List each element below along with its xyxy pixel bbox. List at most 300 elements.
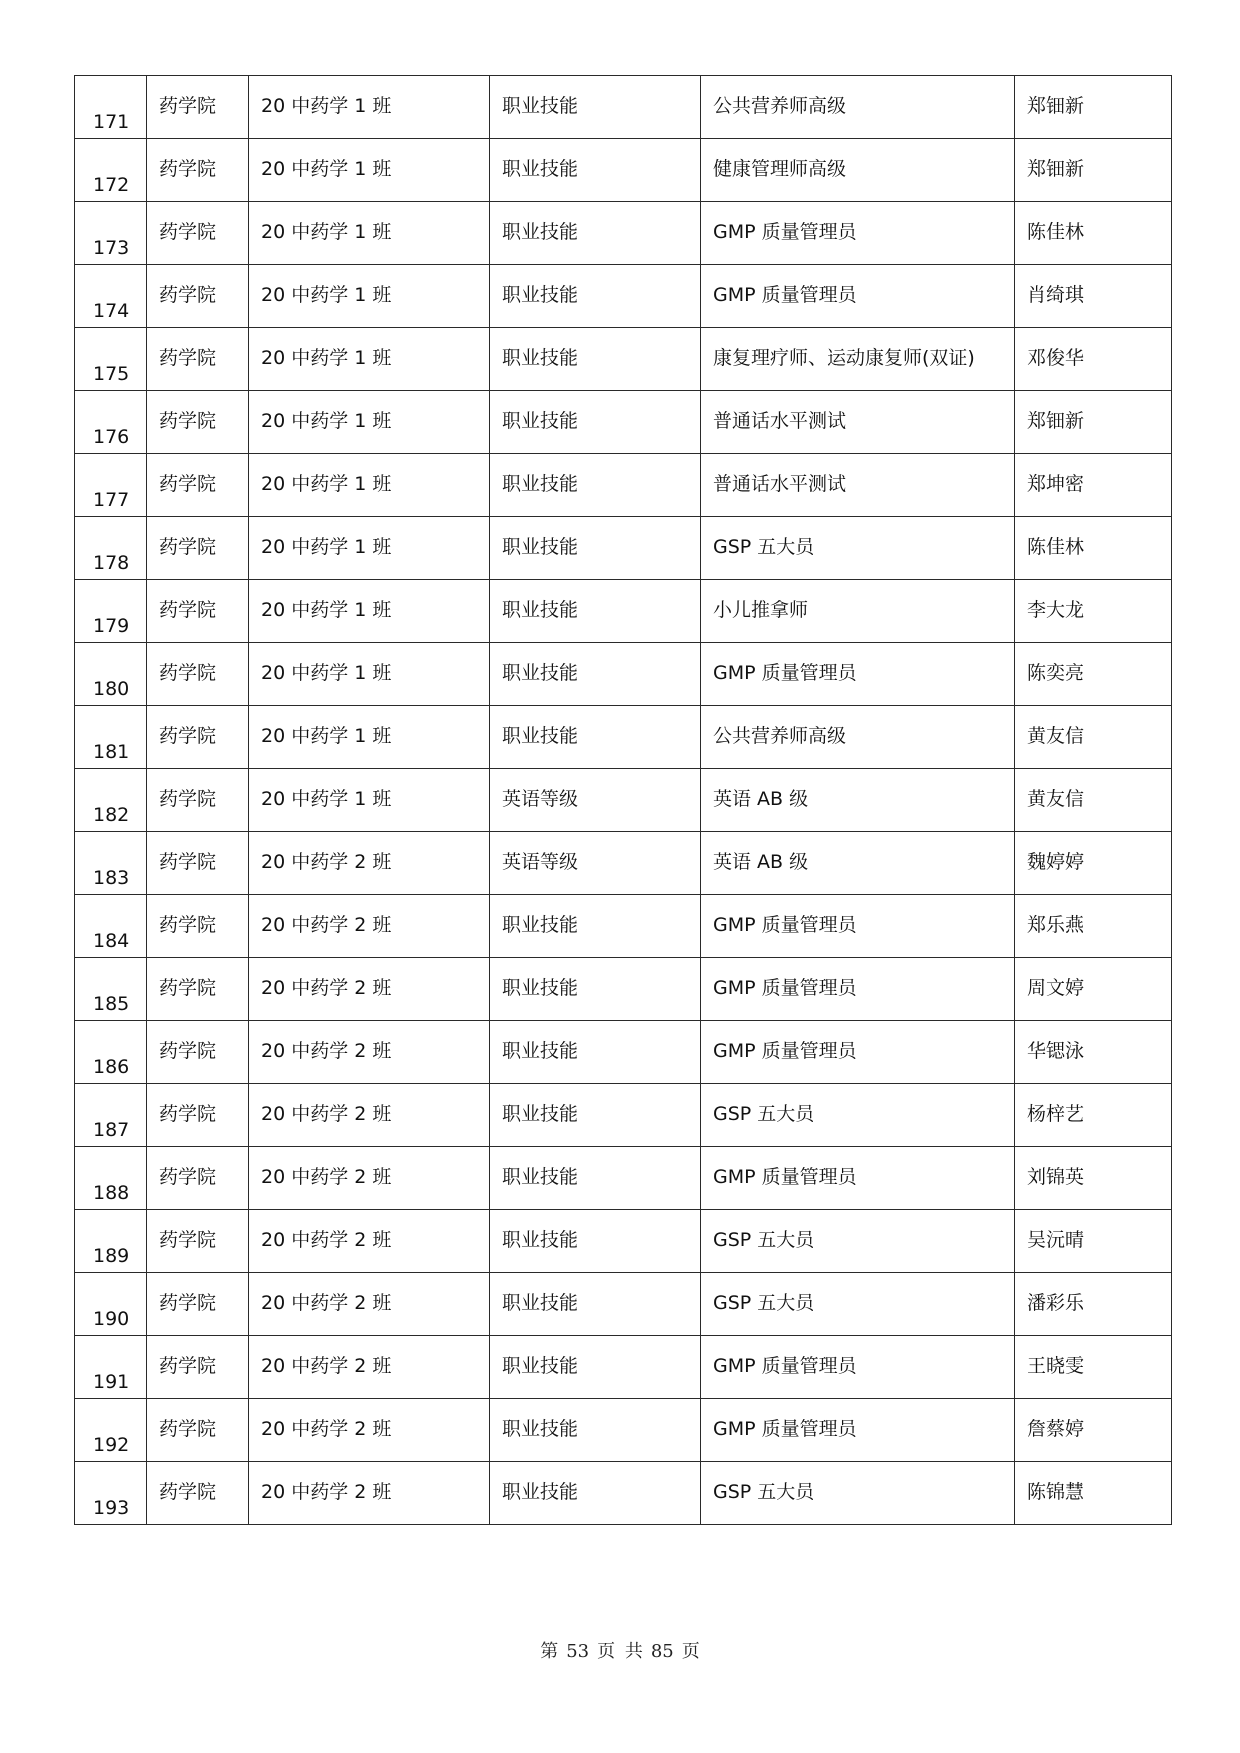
category-name: 职业技能 (502, 473, 579, 495)
college-cell (147, 328, 249, 391)
college-name: 药学院 (159, 788, 217, 810)
table-row (75, 706, 1172, 769)
college-name: 药学院 (159, 410, 217, 432)
category-name: 职业技能 (502, 284, 579, 306)
category-name: 职业技能 (502, 1418, 579, 1440)
student-name: 李大龙 (1027, 599, 1085, 621)
college-cell (147, 1147, 249, 1210)
certificate-cell (701, 1336, 1015, 1399)
college-name: 药学院 (159, 347, 217, 369)
class-cell (249, 202, 490, 265)
student-name: 华锶泳 (1027, 1040, 1085, 1062)
certificate-cell (701, 265, 1015, 328)
class-name: 20 中药学 2 班 (261, 977, 392, 999)
student-name: 魏婷婷 (1027, 851, 1085, 873)
student-cell (1015, 454, 1172, 517)
class-name: 20 中药学 1 班 (261, 662, 392, 684)
category-name: 英语等级 (502, 788, 579, 810)
table-row (75, 1399, 1172, 1462)
class-cell (249, 958, 490, 1021)
certificate-cell (701, 895, 1015, 958)
row-number: 192 (93, 1434, 130, 1456)
category-cell (490, 1210, 701, 1273)
student-cell (1015, 139, 1172, 202)
certificate-name: GMP 质量管理员 (713, 284, 857, 306)
certificate-name: 普通话水平测试 (713, 410, 847, 432)
category-name: 职业技能 (502, 725, 579, 747)
category-cell (490, 1336, 701, 1399)
row-number-cell (75, 958, 147, 1021)
college-name: 药学院 (159, 1481, 217, 1503)
certificate-cell (701, 1210, 1015, 1273)
row-number-cell (75, 139, 147, 202)
category-name: 职业技能 (502, 1355, 579, 1377)
class-cell (249, 265, 490, 328)
college-cell (147, 1462, 249, 1525)
student-name: 郑钿新 (1027, 158, 1085, 180)
college-name: 药学院 (159, 977, 217, 999)
certificate-cell (701, 832, 1015, 895)
row-number: 182 (93, 804, 130, 826)
row-number: 188 (93, 1182, 130, 1204)
row-number-cell (75, 76, 147, 139)
student-name: 周文婷 (1027, 977, 1085, 999)
category-name: 职业技能 (502, 1481, 579, 1503)
table-row (75, 1147, 1172, 1210)
certificate-name: 公共营养师高级 (713, 95, 847, 117)
category-cell (490, 1021, 701, 1084)
class-cell (249, 139, 490, 202)
class-name: 20 中药学 2 班 (261, 1229, 392, 1251)
category-name: 职业技能 (502, 1229, 579, 1251)
table-row (75, 1462, 1172, 1525)
category-name: 职业技能 (502, 536, 579, 558)
table-row (75, 265, 1172, 328)
class-name: 20 中药学 2 班 (261, 1355, 392, 1377)
row-number-cell (75, 1462, 147, 1525)
certificate-cell (701, 1147, 1015, 1210)
college-cell (147, 1336, 249, 1399)
certificate-name: GMP 质量管理员 (713, 1418, 857, 1440)
college-name: 药学院 (159, 221, 217, 243)
table-row (75, 202, 1172, 265)
student-name: 刘锦英 (1027, 1166, 1085, 1188)
class-name: 20 中药学 1 班 (261, 410, 392, 432)
row-number-cell (75, 1336, 147, 1399)
current-page-number: 53 (566, 1641, 590, 1662)
college-cell (147, 1273, 249, 1336)
college-cell (147, 202, 249, 265)
row-number: 178 (93, 552, 130, 574)
college-name: 药学院 (159, 536, 217, 558)
table-row (75, 139, 1172, 202)
certificate-name: GMP 质量管理员 (713, 914, 857, 936)
row-number-cell (75, 580, 147, 643)
row-number: 181 (93, 741, 130, 763)
category-cell (490, 580, 701, 643)
certificate-cell (701, 391, 1015, 454)
college-name: 药学院 (159, 1292, 217, 1314)
category-name: 职业技能 (502, 347, 579, 369)
page-footer (0, 1637, 1240, 1663)
class-cell (249, 391, 490, 454)
category-name: 职业技能 (502, 914, 579, 936)
certificate-name: 英语 AB 级 (713, 851, 809, 873)
category-name: 职业技能 (502, 1292, 579, 1314)
class-cell (249, 76, 490, 139)
row-number-cell (75, 895, 147, 958)
student-cell (1015, 895, 1172, 958)
college-cell (147, 454, 249, 517)
class-name: 20 中药学 2 班 (261, 851, 392, 873)
class-cell (249, 1399, 490, 1462)
class-cell (249, 1147, 490, 1210)
row-number: 191 (93, 1371, 130, 1393)
category-cell (490, 1084, 701, 1147)
student-name: 郑钿新 (1027, 410, 1085, 432)
student-cell (1015, 1399, 1172, 1462)
class-name: 20 中药学 1 班 (261, 221, 392, 243)
student-name: 郑乐燕 (1027, 914, 1085, 936)
class-name: 20 中药学 2 班 (261, 1418, 392, 1440)
class-cell (249, 517, 490, 580)
row-number-cell (75, 643, 147, 706)
table-row (75, 1084, 1172, 1147)
college-cell (147, 1399, 249, 1462)
college-cell (147, 769, 249, 832)
certificate-cell (701, 1273, 1015, 1336)
row-number: 171 (93, 111, 130, 133)
student-cell (1015, 391, 1172, 454)
records-body (75, 76, 1172, 1525)
student-cell (1015, 1021, 1172, 1084)
table-row (75, 454, 1172, 517)
certificate-cell (701, 1084, 1015, 1147)
category-cell (490, 643, 701, 706)
table-row (75, 76, 1172, 139)
category-cell (490, 328, 701, 391)
class-name: 20 中药学 1 班 (261, 284, 392, 306)
row-number-cell (75, 706, 147, 769)
certificate-name: 小儿推拿师 (713, 599, 809, 621)
category-cell (490, 958, 701, 1021)
row-number-cell (75, 769, 147, 832)
class-cell (249, 769, 490, 832)
certificate-cell (701, 328, 1015, 391)
certificate-name: GMP 质量管理员 (713, 221, 857, 243)
college-cell (147, 1084, 249, 1147)
college-name: 药学院 (159, 599, 217, 621)
student-name: 王晓雯 (1027, 1355, 1085, 1377)
row-number: 179 (93, 615, 130, 637)
row-number-cell (75, 517, 147, 580)
college-name: 药学院 (159, 1166, 217, 1188)
student-cell (1015, 1336, 1172, 1399)
college-name: 药学院 (159, 725, 217, 747)
table-row (75, 517, 1172, 580)
category-cell (490, 391, 701, 454)
category-cell (490, 1273, 701, 1336)
college-name: 药学院 (159, 95, 217, 117)
certificate-name: GSP 五大员 (713, 1229, 815, 1251)
certificate-cell (701, 1021, 1015, 1084)
row-number: 180 (93, 678, 130, 700)
certificate-cell (701, 706, 1015, 769)
certificate-cell (701, 769, 1015, 832)
category-name: 英语等级 (502, 851, 579, 873)
row-number: 176 (93, 426, 130, 448)
class-cell (249, 1273, 490, 1336)
student-cell (1015, 706, 1172, 769)
college-name: 药学院 (159, 284, 217, 306)
college-cell (147, 832, 249, 895)
category-cell (490, 76, 701, 139)
table-row (75, 391, 1172, 454)
row-number-cell (75, 454, 147, 517)
class-name: 20 中药学 1 班 (261, 158, 392, 180)
certificate-name: 康复理疗师、运动康复师(双证) (713, 347, 975, 369)
class-name: 20 中药学 1 班 (261, 95, 392, 117)
table-row (75, 580, 1172, 643)
college-cell (147, 643, 249, 706)
class-cell (249, 706, 490, 769)
category-cell (490, 832, 701, 895)
certificate-name: 英语 AB 级 (713, 788, 809, 810)
class-cell (249, 1021, 490, 1084)
row-number: 184 (93, 930, 130, 952)
class-cell (249, 643, 490, 706)
class-name: 20 中药学 1 班 (261, 536, 392, 558)
student-cell (1015, 1273, 1172, 1336)
student-name: 陈奕亮 (1027, 662, 1085, 684)
college-name: 药学院 (159, 662, 217, 684)
row-number: 177 (93, 489, 130, 511)
college-name: 药学院 (159, 914, 217, 936)
row-number-cell (75, 1147, 147, 1210)
page-prefix: 第 (540, 1641, 559, 1662)
row-number-cell (75, 1273, 147, 1336)
student-name: 陈佳林 (1027, 221, 1085, 243)
certificate-name: GMP 质量管理员 (713, 1040, 857, 1062)
page-suffix: 页 (681, 1641, 700, 1662)
student-cell (1015, 1084, 1172, 1147)
row-number-cell (75, 1399, 147, 1462)
student-name: 潘彩乐 (1027, 1292, 1085, 1314)
college-cell (147, 265, 249, 328)
row-number: 173 (93, 237, 130, 259)
college-cell (147, 391, 249, 454)
row-number: 172 (93, 174, 130, 196)
table-row (75, 328, 1172, 391)
category-name: 职业技能 (502, 1166, 579, 1188)
table-row (75, 1021, 1172, 1084)
student-cell (1015, 1147, 1172, 1210)
student-name: 黄友信 (1027, 725, 1085, 747)
class-cell (249, 1462, 490, 1525)
table-row (75, 958, 1172, 1021)
table-row (75, 643, 1172, 706)
row-number: 193 (93, 1497, 130, 1519)
table-row (75, 1210, 1172, 1273)
college-name: 药学院 (159, 851, 217, 873)
class-name: 20 中药学 1 班 (261, 788, 392, 810)
certificate-cell (701, 139, 1015, 202)
row-number-cell (75, 202, 147, 265)
college-name: 药学院 (159, 473, 217, 495)
college-cell (147, 517, 249, 580)
category-cell (490, 895, 701, 958)
class-name: 20 中药学 2 班 (261, 1292, 392, 1314)
certificate-name: GSP 五大员 (713, 1292, 815, 1314)
category-name: 职业技能 (502, 158, 579, 180)
row-number: 189 (93, 1245, 130, 1267)
student-cell (1015, 202, 1172, 265)
table-row (75, 1273, 1172, 1336)
row-number: 185 (93, 993, 130, 1015)
certificate-cell (701, 1462, 1015, 1525)
category-name: 职业技能 (502, 1040, 579, 1062)
class-name: 20 中药学 2 班 (261, 1481, 392, 1503)
class-name: 20 中药学 1 班 (261, 347, 392, 369)
certificate-name: GSP 五大员 (713, 1103, 815, 1125)
row-number-cell (75, 391, 147, 454)
row-number-cell (75, 1210, 147, 1273)
student-cell (1015, 265, 1172, 328)
category-cell (490, 1399, 701, 1462)
class-name: 20 中药学 1 班 (261, 599, 392, 621)
student-name: 邓俊华 (1027, 347, 1085, 369)
student-name: 陈锦慧 (1027, 1481, 1085, 1503)
college-cell (147, 139, 249, 202)
certificate-name: GSP 五大员 (713, 536, 815, 558)
certificate-name: GMP 质量管理员 (713, 977, 857, 999)
student-cell (1015, 1462, 1172, 1525)
class-cell (249, 1084, 490, 1147)
category-cell (490, 769, 701, 832)
table-row (75, 769, 1172, 832)
certificate-name: GMP 质量管理员 (713, 1166, 857, 1188)
category-name: 职业技能 (502, 95, 579, 117)
college-cell (147, 706, 249, 769)
college-name: 药学院 (159, 1103, 217, 1125)
row-number-cell (75, 1084, 147, 1147)
category-cell (490, 1462, 701, 1525)
class-cell (249, 1210, 490, 1273)
category-cell (490, 265, 701, 328)
category-cell (490, 706, 701, 769)
college-name: 药学院 (159, 1355, 217, 1377)
row-number: 183 (93, 867, 130, 889)
table-row (75, 895, 1172, 958)
class-cell (249, 1336, 490, 1399)
row-number-cell (75, 832, 147, 895)
student-cell (1015, 769, 1172, 832)
category-name: 职业技能 (502, 410, 579, 432)
student-name: 陈佳林 (1027, 536, 1085, 558)
student-cell (1015, 76, 1172, 139)
certificate-name: 健康管理师高级 (713, 158, 847, 180)
certificate-cell (701, 1399, 1015, 1462)
college-cell (147, 580, 249, 643)
category-name: 职业技能 (502, 1103, 579, 1125)
college-name: 药学院 (159, 1040, 217, 1062)
class-cell (249, 832, 490, 895)
certificate-cell (701, 517, 1015, 580)
certificate-cell (701, 76, 1015, 139)
category-cell (490, 517, 701, 580)
table-row (75, 1336, 1172, 1399)
certificate-cell (701, 958, 1015, 1021)
category-name: 职业技能 (502, 977, 579, 999)
student-cell (1015, 580, 1172, 643)
row-number: 186 (93, 1056, 130, 1078)
certificate-name: 公共营养师高级 (713, 725, 847, 747)
class-name: 20 中药学 1 班 (261, 473, 392, 495)
class-cell (249, 580, 490, 643)
student-cell (1015, 958, 1172, 1021)
row-number: 174 (93, 300, 130, 322)
records-table (74, 75, 1172, 1525)
student-name: 肖绮琪 (1027, 284, 1085, 306)
certificate-cell (701, 454, 1015, 517)
category-name: 职业技能 (502, 221, 579, 243)
class-name: 20 中药学 2 班 (261, 1103, 392, 1125)
row-number: 175 (93, 363, 130, 385)
student-name: 吴沅晴 (1027, 1229, 1085, 1251)
table-row (75, 832, 1172, 895)
college-cell (147, 895, 249, 958)
college-cell (147, 1210, 249, 1273)
college-name: 药学院 (159, 1229, 217, 1251)
college-name: 药学院 (159, 158, 217, 180)
college-cell (147, 76, 249, 139)
certificate-cell (701, 202, 1015, 265)
class-cell (249, 454, 490, 517)
certificate-cell (701, 580, 1015, 643)
class-cell (249, 895, 490, 958)
row-number: 187 (93, 1119, 130, 1141)
certificate-name: GMP 质量管理员 (713, 1355, 857, 1377)
student-cell (1015, 517, 1172, 580)
category-name: 职业技能 (502, 662, 579, 684)
category-cell (490, 1147, 701, 1210)
row-number-cell (75, 265, 147, 328)
student-cell (1015, 328, 1172, 391)
category-cell (490, 139, 701, 202)
total-page-number: 85 (650, 1641, 674, 1662)
category-name: 职业技能 (502, 599, 579, 621)
college-cell (147, 1021, 249, 1084)
row-number-cell (75, 1021, 147, 1084)
certificate-name: GSP 五大员 (713, 1481, 815, 1503)
student-name: 黄友信 (1027, 788, 1085, 810)
category-cell (490, 454, 701, 517)
student-cell (1015, 832, 1172, 895)
student-name: 杨梓艺 (1027, 1103, 1085, 1125)
row-number-cell (75, 328, 147, 391)
category-cell (490, 202, 701, 265)
college-name: 药学院 (159, 1418, 217, 1440)
certificate-name: 普通话水平测试 (713, 473, 847, 495)
student-name: 郑钿新 (1027, 95, 1085, 117)
row-number: 190 (93, 1308, 130, 1330)
certificate-name: GMP 质量管理员 (713, 662, 857, 684)
student-name: 郑坤密 (1027, 473, 1085, 495)
class-name: 20 中药学 2 班 (261, 1040, 392, 1062)
certificate-cell (701, 643, 1015, 706)
class-cell (249, 328, 490, 391)
class-name: 20 中药学 1 班 (261, 725, 392, 747)
